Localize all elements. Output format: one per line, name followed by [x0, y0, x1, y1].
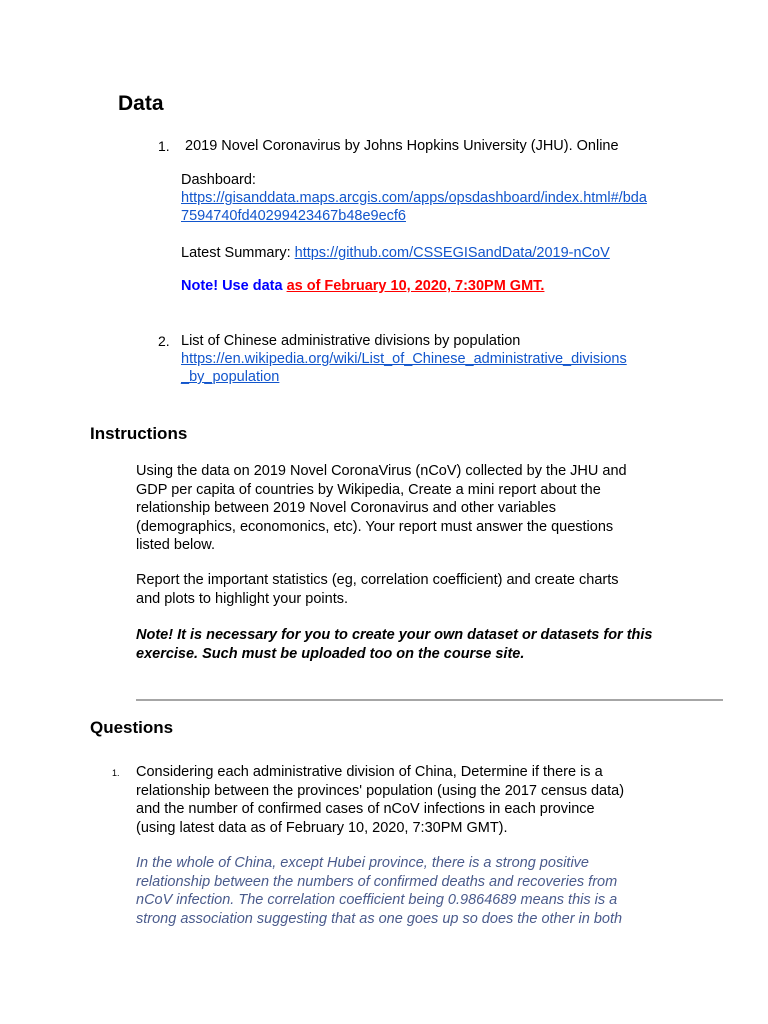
- text-line: (using latest data as of February 10, 2020, 7:30PM GMT).: [136, 819, 508, 836]
- text-line: In the whole of China, except Hubei province, there is a strong positive: [136, 855, 589, 871]
- dashboard-link-line1[interactable]: https://gisanddata.maps.arcgis.com/apps/opsdashboard/index.html#/bda: [181, 190, 647, 206]
- text-line: Considering each administrative division of China, Determine if there is a: [136, 764, 603, 780]
- note-date: as of February 10, 2020, 7:30PM GMT.: [286, 278, 545, 294]
- text-line: strong association suggesting that as one goes up so does the other in both: [136, 910, 623, 927]
- text-line: GDP per capita of countries by Wikipedia, Create a mini report about the: [136, 481, 601, 498]
- instructions-heading: Instructions: [90, 424, 188, 443]
- instructions-paragraph-2: [136, 571, 726, 608]
- text-line: relationship between the provinces' population (using the 2017 census data): [136, 782, 625, 799]
- list-number-2: 2.: [158, 333, 170, 349]
- data-heading: Data: [118, 92, 164, 115]
- text-line: Report the important statistics (eg, correlation coefficient) and create charts: [136, 572, 619, 588]
- question-1-text: [136, 763, 678, 837]
- latest-summary-label: Latest Summary:: [181, 245, 295, 261]
- dashboard-label: Dashboard:: [181, 172, 256, 188]
- latest-summary: [181, 244, 610, 263]
- list-number-1: 1.: [158, 138, 170, 154]
- text-line: and the number of confirmed cases of nCoV infections in each province: [136, 801, 595, 817]
- question-1-answer: [136, 854, 696, 928]
- data-date-note: [181, 277, 544, 296]
- text-line: (demographics, economonics, etc). Your report must answer the questions: [136, 518, 614, 535]
- text-line: Using the data on 2019 Novel CoronaVirus (nCoV) collected by the JHU and: [136, 463, 627, 479]
- wiki-link-line2[interactable]: _by_population: [181, 369, 280, 385]
- text-line: and plots to highlight your points.: [136, 590, 348, 607]
- instructions-paragraph-1: [136, 462, 726, 555]
- section-divider: [136, 699, 723, 701]
- dashboard-link-line2[interactable]: 7594740fd40299423467b48e9ecf6: [181, 208, 406, 224]
- text-line: listed below.: [136, 537, 215, 553]
- questions-heading: Questions: [90, 718, 174, 737]
- text-line: nCoV infection. The correlation coefficient being 0.9864689 means this is a: [136, 892, 618, 908]
- item2-title: List of Chinese administrative divisions by population: [181, 333, 521, 349]
- wiki-link-line1[interactable]: https://en.wikipedia.org/wiki/List_of_Chinese_administrative_divisions: [181, 351, 627, 367]
- question-number-1: 1.: [112, 768, 120, 778]
- item1-title: 2019 Novel Coronavirus by Johns Hopkins University (JHU). Online: [185, 138, 619, 154]
- text-line: exercise. Such must be uploaded too on the course site.: [136, 645, 525, 662]
- text-line: Note! It is necessary for you to create your own dataset or datasets for this: [136, 627, 653, 643]
- text-line: relationship between the numbers of confirmed deaths and recoveries from: [136, 873, 618, 890]
- dataset-note: [136, 626, 726, 663]
- latest-summary-link[interactable]: https://github.com/CSSEGISandData/2019-nCoV: [294, 245, 610, 261]
- note-prefix: Note! Use data: [181, 278, 287, 294]
- text-line: relationship between 2019 Novel Coronavirus and other variables: [136, 500, 556, 516]
